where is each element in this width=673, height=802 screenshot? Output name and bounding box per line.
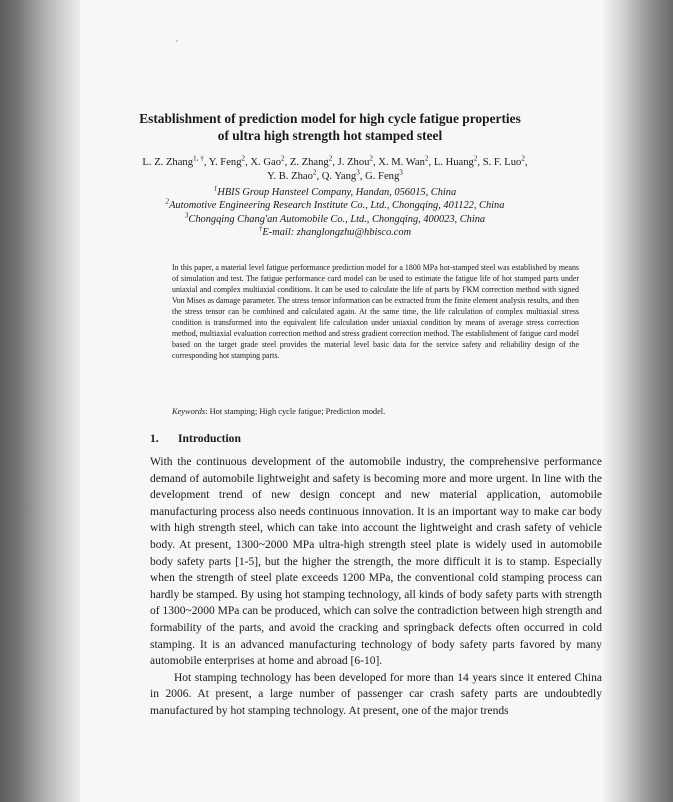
author-name: X. M. Wan: [378, 157, 425, 168]
affiliation-list: [100, 186, 570, 240]
author-name: Y. B. Zhao: [267, 171, 313, 182]
affiliation-text: Chongqing Chang'an Automobile Co., Ltd., Chongqing, 400023, China: [188, 213, 486, 225]
affiliation-email: [100, 226, 570, 239]
author-name: Z. Zhang: [289, 157, 329, 168]
body-text: [150, 454, 602, 720]
author-name: L. Huang: [433, 157, 474, 168]
affiliation-text: E-mail: zhanglongzhu@hbisco.com: [262, 227, 412, 239]
author-sup: 2: [521, 154, 525, 163]
scan-speck: [176, 40, 178, 42]
author-name: Y. Feng: [208, 157, 242, 168]
affiliation-text: Automotive Engineering Research Institute Co., Ltd., Chongqing, 401122, China: [169, 200, 505, 212]
author-line-1: L. Z. Zhang$^{1, \dagger}$, Y. Feng$^2$, X. Gao$^2$, Z. Zhang$^2$, J. Zhou$^2$, X. M. Wan$^2$, L. Huang$^2$, S. F. Luo$^2$,: [142, 154, 528, 168]
title-line-2: of ultra high strength hot stamped steel: [217, 128, 443, 143]
affiliation-3: [100, 213, 570, 226]
author-sup: 2: [473, 154, 478, 163]
author-list: [100, 156, 570, 184]
scan-shadow-left: [0, 0, 80, 802]
affiliation-sup: 1: [213, 184, 218, 193]
author-sup: 1, †: [193, 154, 204, 163]
scan-shadow-right: [603, 0, 673, 802]
affiliation-sup: †: [258, 224, 263, 233]
author-sup: 2: [369, 154, 373, 163]
author-name: G. Feng: [365, 171, 400, 182]
paragraph: Hot stamping technology has been developed for more than 14 years since it entered China in 2006. At present, a large number of passenger car crash safety parts are undoubtedly manufactured by hot stamping technology. At present, one of the major trends: [150, 671, 602, 717]
section-title: Introduction: [178, 432, 241, 445]
author-name: Q. Yang: [321, 171, 357, 182]
affiliation-1: [100, 186, 570, 199]
section-number: 1.: [150, 432, 159, 445]
title-line-1: Establishment of prediction model for high cycle fatigue properties: [139, 111, 521, 126]
author-sup: 2: [241, 154, 246, 163]
author-sup: 2: [312, 168, 317, 177]
paragraph: With the continuous development of the automobile industry, the comprehensive performance demand of automobile lightweight and safety is becoming more and more urgent. In line with the development trend of new design concept and new material application, automobile manufacturing process also needs continuous innovation. It is an important way to make car body with high strength steel, which can take into account the lightweight and crash safety of vehicle body. At present, 1300~2000 MPa ultra-high strength steel plate is widely used in automobile body safety parts [1-5], but the higher the strength, the more difficult it is to stamp. Especially when the strength of steel plate exceeds 1200 MPa, the conventional cold stamping process can hardly be stamped. By using hot stamping technology, all kinds of body safety parts with strength of 1300~2000 MPa can be produced, which can solve the contradiction between high strength and formability of the parts, and avoid the cracking and springback defects often occurred in cold stamping. It is an advanced manufacturing technology of body safety parts favored by many automobile enterprises at home and abroad [6-10].: [150, 456, 602, 668]
affiliation-text: HBIS Group Hansteel Company, Handan, 056015, China: [217, 187, 457, 198]
section-heading: [150, 431, 600, 446]
author-name: X. Gao: [250, 157, 281, 168]
author-sup: 3: [399, 168, 403, 177]
author-sup: 2: [328, 154, 333, 163]
author-name: S. F. Luo: [482, 157, 522, 168]
author-name: L. Z. Zhang: [142, 157, 194, 168]
affiliation-sup: 2: [165, 197, 170, 206]
keywords-text: : Hot stamping; High cycle fatigue; Prediction model.: [205, 407, 386, 416]
author-name: J. Zhou: [337, 157, 370, 168]
author-line-2: Y. B. Zhao$^2$, Q. Yang$^3$, G. Feng$^3$: [267, 168, 403, 182]
affiliation-2: [100, 199, 570, 212]
affiliation-sup: 3: [184, 211, 189, 220]
author-sup: 3: [356, 168, 360, 177]
author-sup: 2: [281, 154, 285, 163]
author-sup: 2: [424, 154, 429, 163]
keywords: [172, 406, 579, 417]
abstract: In this paper, a material level fatigue performance prediction model for a 1800 MPa hot-stamped steel was established by means of simulation and test. The fatigue performance card model can be used to estimate the fatigue life of hot stamped parts under uniaxial and complex multiaxial conditions. It can be used to calculate the life of parts by FKM correction method with signed Von Mises as damage parameter. The stress tensor information can be extracted from the finite element analysis results, and then the stress tensor can be combined and calculated again. At the same time, the life calculation of complex multiaxial stress condition is transformed into the equivalent life calculation under uniaxial condition by means of average stress correction method, multiaxial evaluation correction method and stress gradient correction method. The establishment of fatigue card model based on the target grade steel provides the material level basic data for the service safety and reliability design of the corresponding hot stamping parts.: [172, 263, 579, 360]
keywords-label: Keywords: [172, 407, 206, 416]
paper-title: [95, 110, 565, 144]
